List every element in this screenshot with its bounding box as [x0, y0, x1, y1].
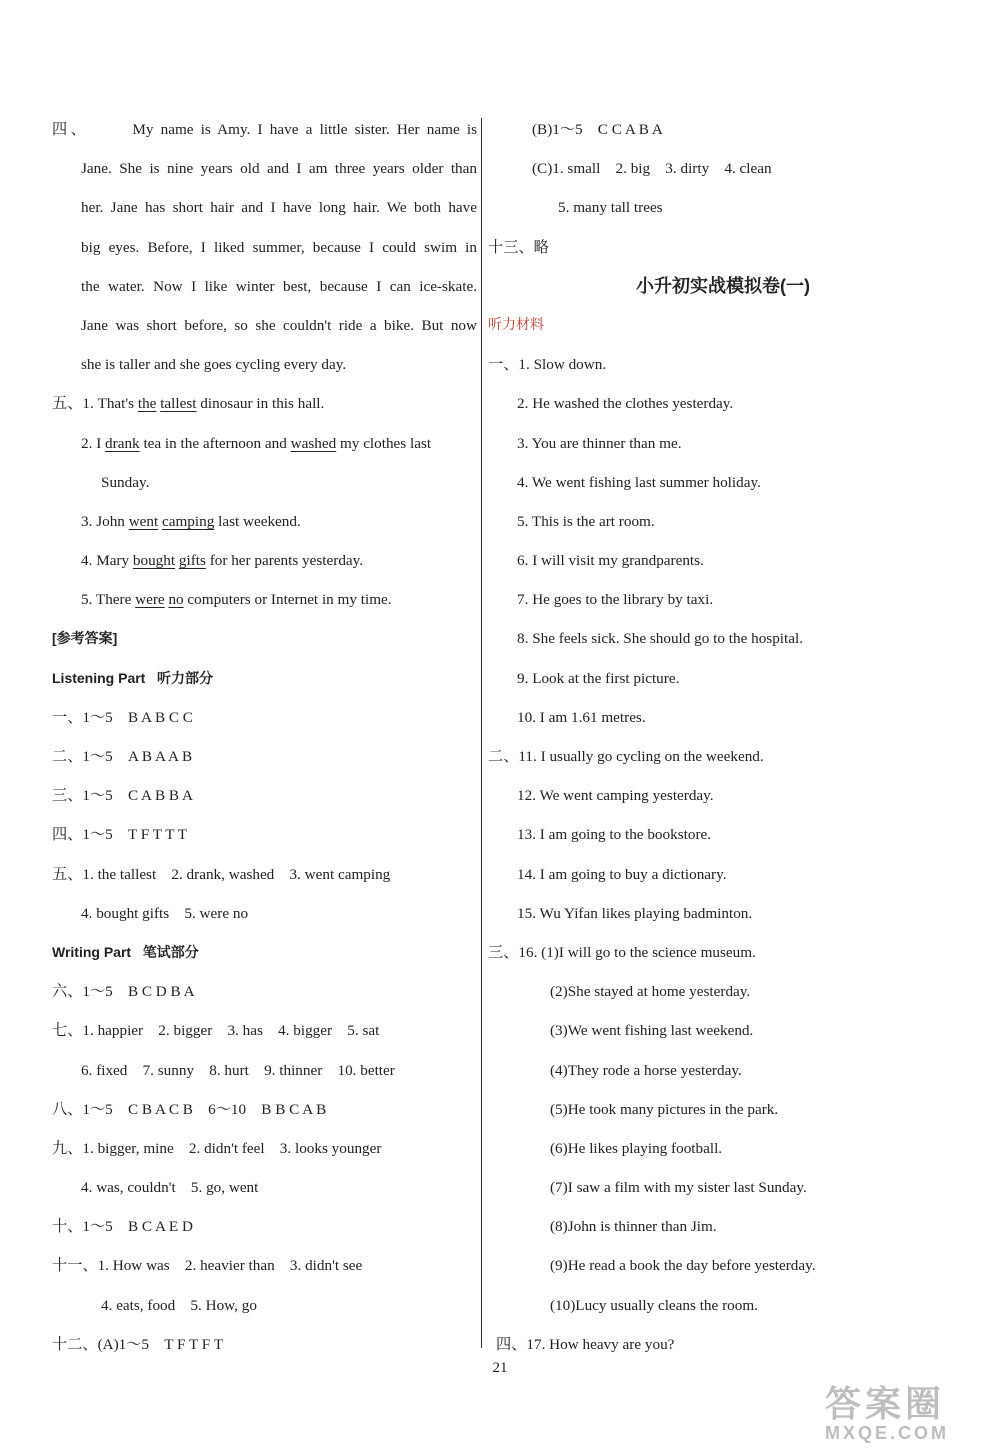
listening-item: 3. You are thinner than me. — [517, 434, 682, 452]
listening-material-label: 听力材料 — [488, 317, 544, 333]
answer-line: 四、1～5 T F T T T — [52, 826, 188, 844]
listening-item: 4. We went fishing last summer holiday. — [517, 473, 761, 491]
answer-line: 6. fixed 7. sunny 8. hurt 9. thinner 10. better — [81, 1061, 395, 1079]
listening-item: (5)He took many pictures in the park. — [550, 1100, 779, 1118]
answer-line: 六、1～5 B C D B A — [52, 983, 195, 1001]
section-number: 四、 — [52, 121, 90, 138]
listening-item: (4)They rode a horse yesterday. — [550, 1061, 742, 1079]
listening-item: 15. Wu Yifan likes playing badminton. — [517, 904, 753, 922]
writing-part-heading: Writing Part 笔试部分 — [52, 943, 199, 960]
left-column — [52, 110, 477, 1364]
listening-item: 12. We went camping yesterday. — [517, 787, 714, 805]
passage-line-3: her. Jane has short hair and I have long hair. We both have — [81, 199, 477, 217]
passage-line-1: 四、 My name is Amy. I have a little sister. Her name is — [52, 121, 477, 138]
answer-line: 十三、略 — [488, 238, 549, 256]
passage-line-2: Jane. She is nine years old and I am three years older than — [81, 160, 477, 178]
listening-item: (2)She stayed at home yesterday. — [550, 983, 751, 1001]
listening-item: 5. This is the art room. — [517, 512, 655, 530]
listening-item: 13. I am going to the bookstore. — [517, 826, 712, 844]
answer-line: 十、1～5 B C A E D — [52, 1218, 193, 1236]
answer-line: (C)1. small 2. big 3. dirty 4. clean — [532, 160, 772, 178]
listening-item: (8)John is thinner than Jim. — [550, 1218, 717, 1236]
answer-line: (B)1～5 C C A B A — [532, 121, 663, 138]
listening-item: (10)Lucy usually cleans the room. — [550, 1296, 758, 1314]
answer-line: 二、1～5 A B A A B — [52, 748, 193, 765]
answer-line: 七、1. happier 2. bigger 3. has 4. bigger 5. sat — [52, 1022, 380, 1040]
page-number: 21 — [492, 1360, 508, 1376]
listening-item: 8. She feels sick. She should go to the hospital. — [517, 630, 804, 648]
listening-item: 7. He goes to the library by taxi. — [517, 591, 714, 609]
answer-line: 八、1～5 C B A C B 6～10 B B C A B — [52, 1100, 327, 1118]
five-sentence-2: 2. I drank tea in the afternoon and washed my clothes last — [81, 434, 432, 452]
column-divider — [481, 118, 482, 1348]
listening-item: 三、16. (1)I will go to the science museum. — [488, 943, 756, 961]
reference-answer-heading: [参考答案] — [52, 630, 118, 647]
five-sentence-5: 5. There were no computers or Internet in my time. — [81, 591, 392, 609]
answer-line: 5. many tall trees — [558, 199, 663, 217]
listening-item: 10. I am 1.61 metres. — [517, 708, 646, 726]
listening-item: (7)I saw a film with my sister last Sunday. — [550, 1179, 807, 1197]
passage-line-4: big eyes. Before, I liked summer, because I could swim in — [81, 238, 477, 256]
answer-line: 十二、(A)1～5 T F T F T — [52, 1335, 224, 1353]
passage-line-7: she is taller and she goes cycling every day. — [81, 356, 347, 374]
watermark-logo-text: 答案圈 — [825, 1383, 946, 1424]
answer-line: 4. eats, food 5. How, go — [101, 1296, 257, 1314]
passage-line-5: the water. Now I like winter best, because I can ice-skate. — [81, 277, 477, 295]
listening-item: (6)He likes playing football. — [550, 1139, 723, 1157]
listening-item: 二、11. I usually go cycling on the weekend. — [488, 748, 764, 765]
five-sentence-1: 五、1. That's the tallest dinosaur in this hall. — [52, 395, 325, 413]
listening-item: 一、1. Slow down. — [488, 356, 607, 374]
answer-line: 五、1. the tallest 2. drank, washed 3. went camping — [52, 865, 391, 883]
listening-item: 2. He washed the clothes yesterday. — [517, 395, 734, 413]
answer-line: 三、1～5 C A B B A — [52, 787, 193, 805]
listening-item: 6. I will visit my grandparents. — [517, 552, 704, 570]
site-watermark — [825, 1385, 995, 1445]
five-sentence-2b: Sunday. — [101, 473, 150, 491]
five-sentence-3: 3. John went camping last weekend. — [81, 512, 301, 530]
answer-line: 九、1. bigger, mine 2. didn't feel 3. looks younger — [52, 1139, 382, 1157]
watermark-url: MXQE.COM — [825, 1423, 950, 1443]
passage-line-6: Jane was short before, so she couldn't ride a bike. But now — [81, 316, 477, 334]
listening-part-heading: Listening Part 听力部分 — [52, 669, 214, 686]
answer-line: 十一、1. How was 2. heavier than 3. didn't see — [52, 1257, 363, 1275]
listening-item: 9. Look at the first picture. — [517, 669, 680, 687]
listening-item: 四、17. How heavy are you? — [496, 1335, 675, 1353]
exam-title: 小升初实战模拟卷(一) — [636, 275, 810, 296]
answer-line: 一、1～5 B A B C C — [52, 708, 193, 726]
listening-item: (3)We went fishing last weekend. — [550, 1022, 754, 1040]
listening-item: (9)He read a book the day before yesterday. — [550, 1257, 816, 1275]
five-sentence-4: 4. Mary bought gifts for her parents yesterday. — [81, 552, 364, 570]
right-column — [488, 110, 958, 1364]
listening-item: 14. I am going to buy a dictionary. — [517, 865, 727, 883]
answer-line: 4. was, couldn't 5. go, went — [81, 1179, 259, 1197]
answer-line: 4. bought gifts 5. were no — [81, 904, 249, 922]
